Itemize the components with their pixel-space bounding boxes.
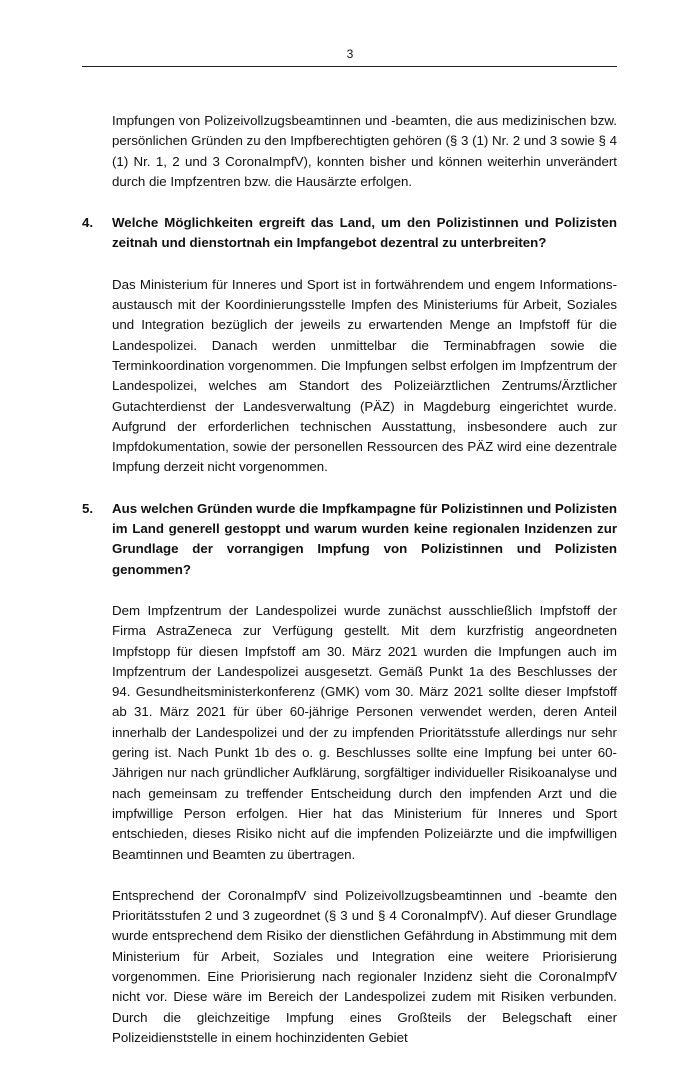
question-number: 5. (82, 500, 94, 516)
header-rule (82, 66, 617, 67)
question-text: Welche Möglichkeiten ergreift das Land, um den Polizistinnen und Polizisten zeitnah und dienstortnah ein Impfangebot dezentral zu unterbreiten? (112, 215, 617, 251)
document-body (82, 111, 617, 1069)
intro-paragraph: Impfungen von Polizeivollzugsbeamtinnen und -beamten, die aus medizinischen bzw. persönlichen Gründen zu den Impfberechtigten gehören (§ 3 (1) Nr. 2 und 3 sowie § 4 (1) Nr. 1, 2 und 3 CoronaImpfV), konnten bisher und können weiterhin unverändert durch die Impfzentren bzw. die Hausärzte erfolgen. (112, 113, 617, 189)
question-5 (82, 499, 617, 580)
answer-paragraph: Dem Impfzentrum der Landespolizei wurde zunächst ausschließlich Impfstoff der Firma AstraZeneca zur Verfügung gestellt. Mit dem kurzfristig angeordneten Impfstopp für diesen Impfstoff am 30. März 2021 wurden die Impfungen auch im Impfzentrum der Landespolizei ausgesetzt. Gemäß Punkt 1a des Beschlusses der 94. Gesundheitsministerkonferenz (GMK) vom 30. März 2021 sollte dieser Impfstoff ab 31. März 2021 für über 60-jährige Personen verwendet werden, deren Anteil innerhalb der Landespolizei und der zu impfenden Prioritätsstufe allerdings nur sehr gering ist. Nach Punkt 1b des o. g. Beschlusses sollte eine Impfung bei unter 60-Jährigen nur nach gründlicher Aufklärung, sorgfältiger individueller Risikoanalyse und nach gemeinsam zu treffender Entscheidung durch den impfenden Arzt und die impfwillige Person erfolgen. Hier hat das Ministerium für Inneres und Sport entschieden, dieses Risiko nicht auf die impfenden Polizeiärzte und die impfwilligen Beamtinnen und Beamten zu übertragen. (112, 602, 617, 862)
question-number: 4. (82, 215, 94, 231)
page-number: 3 (346, 47, 354, 61)
answer-paragraph: Das Ministerium für Inneres und Sport ist in fortwährendem und engem Informationsaustausch mit der Koordinierungsstelle Impfen des Ministeriums für Arbeit, Soziales und Integration bezüglich der jeweils zu erwartenden Menge an Impfstoff für die Landespolizei. Danach werden unmittelbar die Terminabfragen sowie die Terminkoordination vorgenommen. Die Impfungen selbst erfolgen im Impfzentrum der Landespolizei, welches am Standort des Polizeiärztlichen Zentrums/Ärztlicher Gutachterdienst der Landesverwaltung (PÄZ) in Magdeburg eingerichtet wurde. Aufgrund der erforderlichen technischen Ausstattung, insbesondere auch zur Impfdokumentation, sowie der personellen Ressourcen des PÄZ wird eine dezentrale Impfung derzeit nicht vorgenommen. (112, 276, 617, 475)
answer-paragraph: Entsprechend der CoronaImpfV sind Polizeivollzugsbeamtinnen und -beamte den Prioritätsstufen 2 und 3 zugeordnet (§ 3 und § 4 CoronaImpfV). Auf dieser Grundlage wurde entsprechend dem Risiko der dienstlichen Gefährdung in Abstimmung mit dem Ministerium für Arbeit, Soziales und Integration eine weitere Priorisierung vorgenommen. Eine Priorisierung nach regionaler Inzidenz sieht die CoronaImpfV nicht vor. Diese wäre im Bereich der Landespolizei zudem mit Risiken verbunden. Durch die gleichzeitige Impfung eines Großteils der Belegschaft einer Polizeidienststelle in einem hochinzidenten Gebiet (112, 887, 617, 1045)
question-4 (82, 213, 617, 254)
question-text: Aus welchen Gründen wurde die Impfkampagne für Polizistinnen und Polizisten im Land generell gestoppt und warum wurden keine regionalen Inzidenzen zur Grundlage der vorrangigen Impfung von Polizistinnen und Polizisten genommen? (112, 500, 617, 577)
